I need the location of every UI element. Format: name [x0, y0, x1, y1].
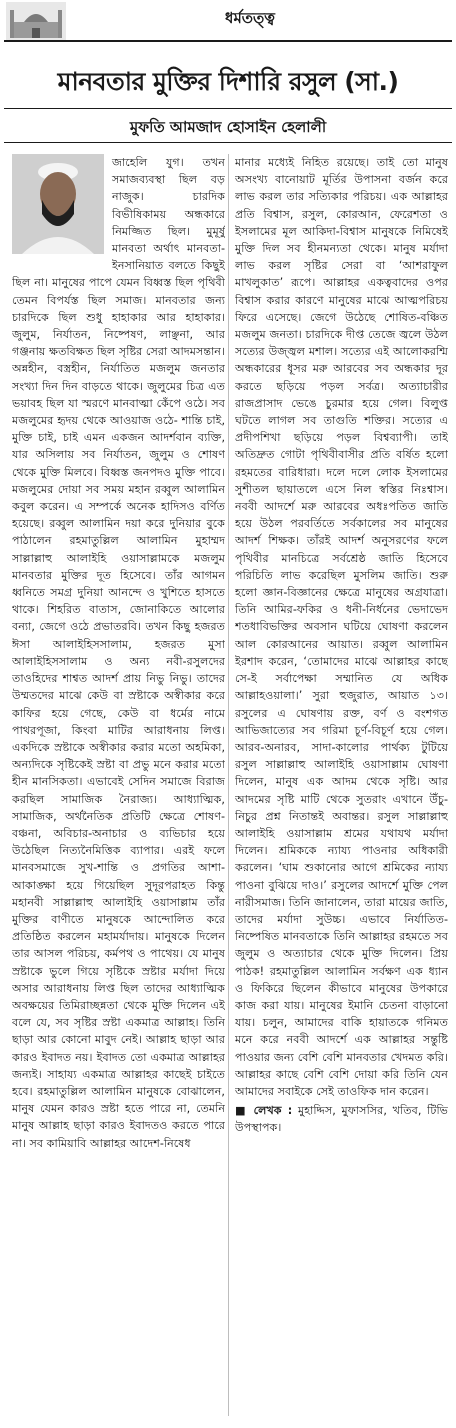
author-photo: [12, 154, 104, 254]
header-rule-bottom: [4, 142, 452, 143]
author-note-label: লেখক :: [253, 1104, 293, 1118]
mosque-icon: [6, 2, 66, 40]
article-column-left: [12, 154, 225, 1416]
author-portrait-icon: [12, 154, 104, 254]
column-divider: [228, 154, 229, 1416]
author-note-bullet: ■: [235, 1104, 254, 1118]
article-column-right: [235, 154, 448, 1416]
article-body-right: মানার মধ্যেই নিহিত রয়েছে। তাই তো মানুষ অসংখ্য বানোয়াট মূর্তির উপাসনা বর্জন করে লাভ করল তার সত্যিকার পরিচয়। এক আল্লাহর প্রতি বিশ্বাস, রসুল, কোরআন, ফেরেশতা ও ইসলামের মূল আকিদা-বিশ্বাস মানুষকে নিমিষেই মুক্তি দিল সব হীনমন্যতা থেকে। মানুষ মর্যাদা লাভ করল সৃষ্টির সেরা বা ‘আশরাফুল মাখলুকাত’ রূপে। আল্লাহর একত্ববাদের ওপর বিশ্বাস করার কারণে মানুষের মাঝে আত্মপরিচয় ফিরে এসেছে। জেগে উঠেছে শোষিত-বঞ্চিত মজলুম জনতা। চারদিকে দীপ্ত তেজে জ্বলে উঠল সত্যের উজ্জ্বল মশাল। সত্যের এই আলোকরশ্মি অন্ধকারের ধূসর মরু আরবের সব অন্ধকার দূর করতে ছড়িয়ে পড়ল সর্বত্র। অত্যাচারীর রাজপ্রাসাদ ভেঙে চুরমার হয়ে গেল। বিলুপ্ত ঘটতে লাগল সব তাগুতি শক্তির। সত্যের এ প্রদীপশিখা ছড়িয়ে পড়ল বিশ্বব্যাপী। তাই অতিদ্রুত গোটা পৃথিবীবাসীর প্রতি বর্ষিত হলো রহমতের বারিধারা। দলে দলে লোক ইসলামের সুশীতল ছায়াতলে এসে নিল স্বস্তির নিঃশ্বাস। নববী আদর্শে মরু আরবের অধঃপতিত জাতি হয়ে উঠল পরবর্তিতে সর্বকালের সব মানুষের আদর্শ শিক্ষক। তাঁরই আদর্শ অনুসরণের ফলে পৃথিবীর মানচিত্রে সর্বশ্রেষ্ঠ জাতি হিসেবে পরিচিতি লাভ করেছিল মুসলিম জাতি। শুরু হলো জ্ঞান-বিজ্ঞানের ক্ষেত্রে মানুষের অগ্রযাত্রা। তিনি আমির-ফকির ও ধনী-নির্ধনের ভেদাভেদ শতধাবিভক্তির অবসান ঘটিয়ে ঘোষণা করলেন আল কোরআনের আয়াত। রব্বুল আলামিন ইরশাদ করেন, ‘তোমাদের মাঝে আল্লাহর কাছে সে-ই সর্বাপেক্ষা সম্মানিত যে অধিক আল্লাহওয়ালা।’ সুরা হুজুরাত, আয়াত ১৩। রসুলের এ ঘোষণায় রক্ত, বর্ণ ও বংশগত আভিজাত্যের সব গরিমা চূর্ণ-বিচূর্ণ হয়ে গেল। আরব-অনারব, সাদা-কালোর পার্থক্য টুটিয়ে রসুল সাল্লাল্লাহু আলাইহি ওয়াসাল্লাম ঘোষণা দিলেন, মানুষ এক আদম থেকে সৃষ্টি। আর আদমের সৃষ্টি মাটি থেকে সুতরাং এখানে উঁচু-নিচুর প্রশ্ন নিতান্তই অবান্তর। রসুল সাল্লাল্লাহু আলাইহি ওয়াসাল্লাম শ্রমের যথাযথ মর্যাদা দিলেন। শ্রমিককে ন্যায্য পাওনার অধিকারী করলেন। ‘ঘাম শুকানোর আগে শ্রমিকের ন্যায্য পাওনা বুঝিয়ে দাও।’ রসুলের আদর্শে মুক্তি পেল নারীসমাজ। তিনি জানালেন, তারা মায়ের জাতি, তাদের মর্যাদা সুউচ্চ। এভাবে নির্যাতিত-নিষ্পেষিত মানবতাকে তিনি আল্লাহর রহমতে সব জুলুম ও অত্যাচার থেকে মুক্তি দিলেন। প্রিয় পাঠক! রহমাতুল্লিল আলামিন সর্বক্ষণ এক ধ্যান ও ফিকিরে ছিলেন কীভাবে মানুষের উপকারে কাজ করা যায়। মানুষের ইমানি চেতনা বাড়ানো যায়। চলুন, আমাদের বাকি হায়াতকে গনিমত মনে করে নববী আদর্শে এক আল্লাহর সন্তুষ্টি পাওয়ার জন্য বেশি বেশি মানবতার খেদমত করি। আল্লাহর কাছে বেশি বেশি দোয়া করি তিনি যেন আমাদের সবাইকে সেই তাওফিক দান করেন।: [235, 156, 448, 1098]
section-label: ধর্মতত্ত্ব: [225, 9, 275, 27]
author-note: [235, 1102, 448, 1136]
author-note-text: মুহাদ্দিস, মুফাসসির, খতিব, টিভি উপস্থাপক।: [235, 1104, 448, 1135]
byline: মুফতি আমজাদ হোসাইন হেলালী: [129, 118, 327, 136]
header-rule-mid: [4, 108, 452, 109]
header-rule-top: [4, 40, 452, 42]
headline: মানবতার মুক্তির দিশারি রসুল (সা.): [57, 67, 399, 96]
article-body-left: জাহেলি যুগ। তখন সমাজব্যবস্থা ছিল বড় নাজুক। চারদিক বিভীষিকাময় অন্ধকারে নিমজ্জিত ছিল। মুমূর্ষু মানবতা অর্থাৎ মানবতা-ইনসানিয়াত বলতে কিছুই ছিল না। মানুষের পাপে যেমন বিধ্বস্ত ছিল পৃথিবী তেমন বিপর্যস্ত ছিল সমাজ। মানবতার জন্য চারদিকে ছিল শুধু হাহাকার আর হাহাকার। জুলুম, নির্যাতন, নিষ্পেষণ, লাঞ্ছনা, আর গঞ্জনায় ক্ষতবিক্ষত ছিল সৃষ্টির সেরা আদমসন্তান। অন্নহীন, বস্ত্রহীন, নির্যাতিত মজলুম জনতার সংখ্যা দিন দিন বাড়তে থাকে। জুলুমের চিত্র এত ভয়াবহ ছিল যা স্মরণে মানবাত্মা কেঁপে ওঠে। সব মজলুমের হৃদয় থেকে আওয়াজ ওঠে- শান্তি চাই, মুক্তি চাই, চাই এমন একজন আদর্শবান ব্যক্তি, যার অসিলায় সব নির্যাতন, জুলুম ও শোষণ থেকে মুক্তি মিলবে। বিধ্বস্ত জনপদও মুক্তি পাবে। মজলুমের দোয়া সব সময় মহান রব্বুল আলামিন কবুল করেন। এ সম্পর্কে অনেক হাদিসও বর্ণিত হয়েছে। রব্বুল আলামিন দয়া করে দুনিয়ার বুকে পাঠালেন রহমাতুল্লিল আলামিন মুহাম্মদ সাল্লাল্লাহু আলাইহি ওয়াসাল্লামকে মজলুম মানবতার মুক্তির দূত হিসেবে। তাঁর আগমন ধ্বনিতে সমগ্র দুনিয়া আনন্দে ও খুশিতে হাসতে থাকে। শিহরিত বাতাস, জোনাকিতে আলোর বন্যা, জেগে ওঠে প্রভাতরবি। তখন কিছু হজরত ঈসা আলাইহিসসালাম, হজরত মুসা আলাইহিসসালাম ও অন্য নবী-রসুলদের তাওহিদের শাশ্বত আদর্শ প্রায় নিভু নিভু। তাদের উম্মতদের মাঝে কেউ বা স্রষ্টাকে অস্বীকার করে কাফির হয়ে গেছে, কেউ বা ধর্মের নামে পাথরপূজা, কিংবা মাটির আরাধনায় লিপ্ত। একদিকে স্রষ্টাকে অস্বীকার করার মতো অহমিকা, অন্যদিকে সৃষ্টিকেই স্রষ্টা বা প্রভু মনে করার মতো হীন মানসিকতা। এভাবেই সেদিন সমাজে বিরাজ করছিল সামাজিক নৈরাজ্য। আধ্যাত্মিক, সামাজিক, অর্থনৈতিক প্রতিটি ক্ষেত্রে শোষণ-বঞ্চনা, অবিচার-অনাচার ও ব্যভিচার হয়ে উঠেছিল নিত্যনৈমিত্তিক ব্যাপার। এরই ফলে মানবসমাজে সুখ-শান্তি ও প্রগতির আশা-আকাঙ্ক্ষা হয়ে গিয়েছিল সুদূরপরাহত কিন্তু মহানবী সাল্লাল্লাহু আলাইহি ওয়াসাল্লাম তাঁর মুক্তির বাণীতে মানুষকে আন্দোলিত করে প্রতিষ্ঠিত করলেন মহামর্যাদায়। মানুষকে দিলেন তার আসল পরিচয়, কর্মপথ ও পাথেয়। যে মানুষ স্রষ্টাকে ভুলে গিয়ে সৃষ্টিকে স্রষ্টার মর্যাদা দিয়ে অসার আরাধনায় লিপ্ত ছিল তাদের আধ্যাত্মিক অবক্ষয়ের তিমিরাচ্ছন্নতা থেকে মুক্তি দিলেন এই বলে যে, সব সৃষ্টির স্রষ্টা একমাত্র আল্লাহ। তিনি ছাড়া আর কোনো মাবুদ নেই। আল্লাহ ছাড়া আর কারও ইবাদত নয়। ইবাদত তো একমাত্র আল্লাহর জন্যই। সাহায্য একমাত্র আল্লাহর কাছেই চাইতে হবে। রহমাতুল্লিল আলামিন মানুষকে বোঝালেন, মানুষ যেমন কারও স্রষ্টা হতে পারে না, তেমনি মানুষ আল্লাহ ছাড়া কারও ইবাদতও করতে পারে না। সব কামিয়াবি আল্লাহর আদেশ-নিষেধ: [12, 156, 225, 1150]
